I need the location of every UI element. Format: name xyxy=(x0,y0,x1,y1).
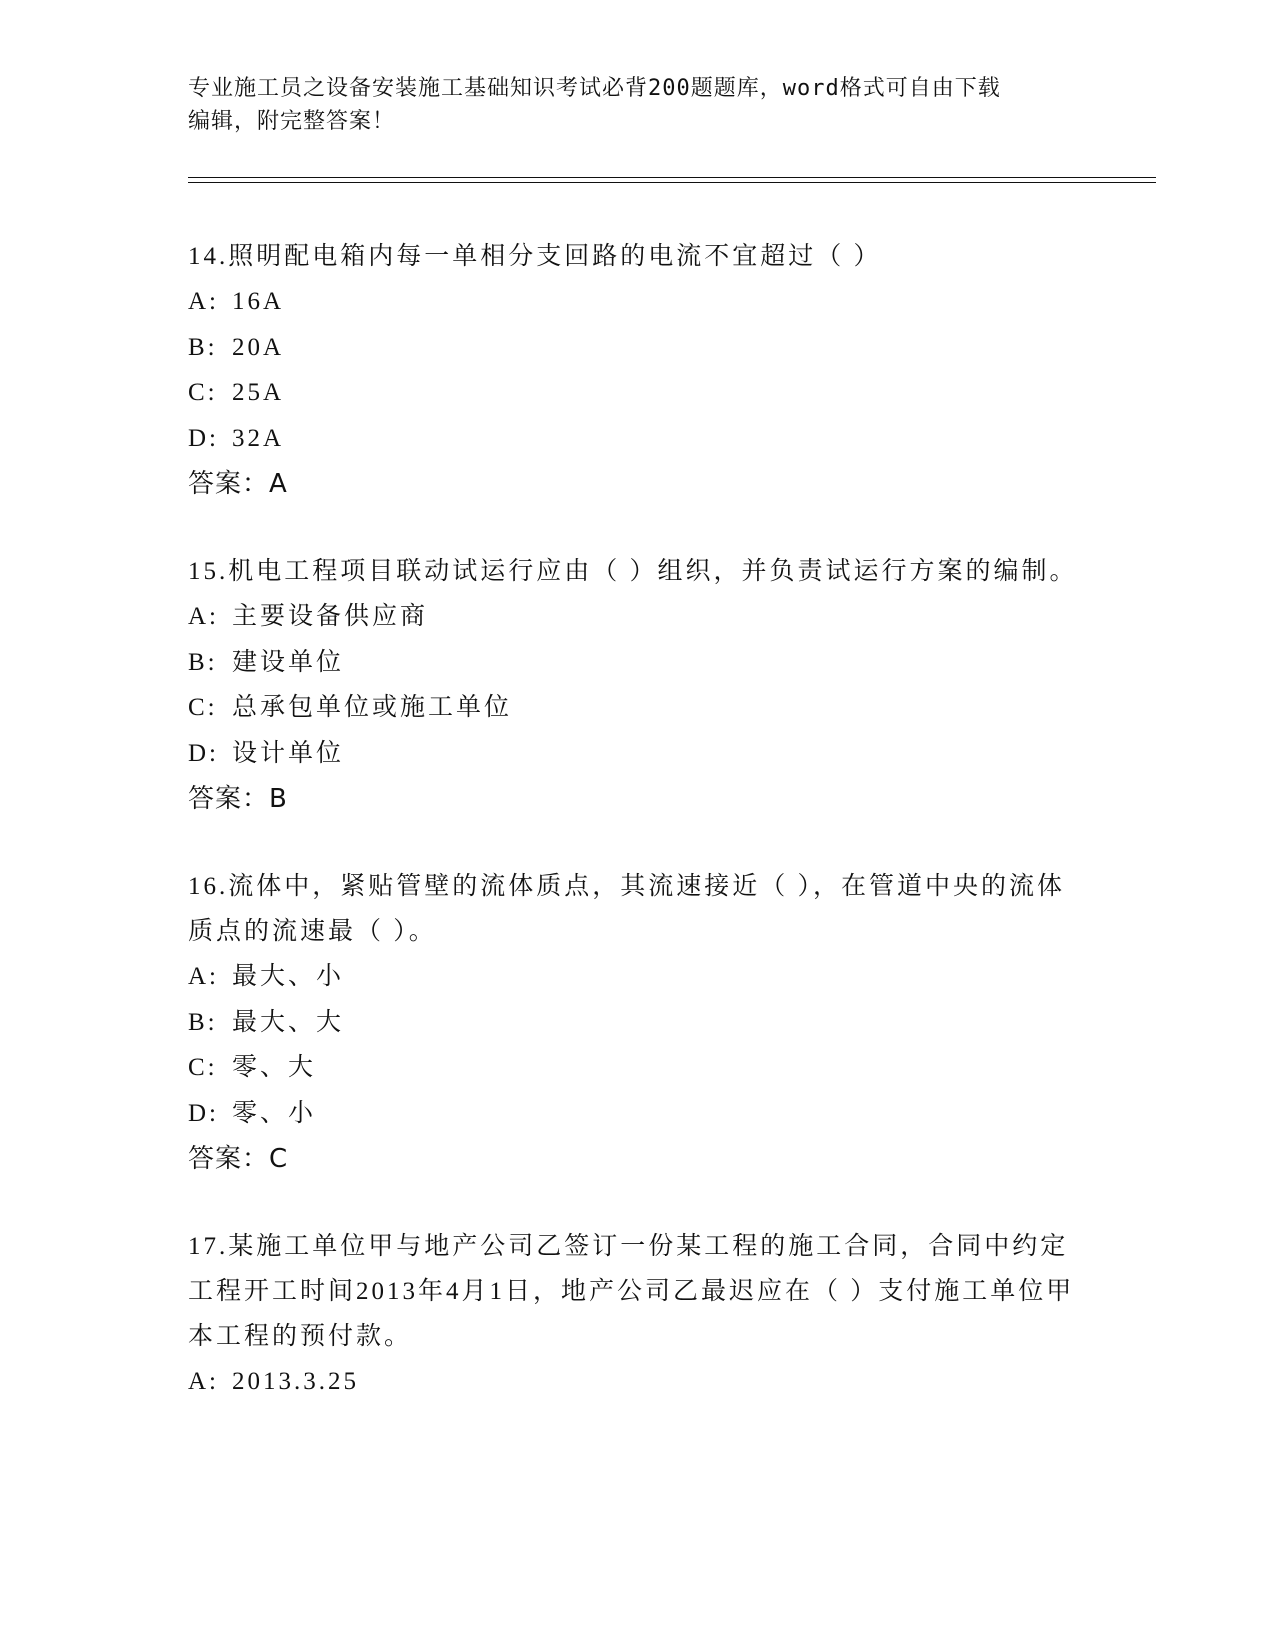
header-title-line1: 专业施工员之设备安装施工基础知识考试必背200题题库，word格式可自由下载 xyxy=(188,76,1001,101)
option-letter: B: xyxy=(188,1008,218,1036)
option-a xyxy=(188,1359,1088,1405)
question-17 xyxy=(188,1224,1088,1405)
header-divider-top xyxy=(188,177,1156,178)
question-text: 16.流体中，紧贴管壁的流体质点，其流速接近（ ），在管道中央的流体质点的流速最（ ）。 xyxy=(188,873,1066,945)
option-text: 16A xyxy=(232,288,285,315)
option-a xyxy=(188,279,1088,325)
option-letter: A: xyxy=(188,1368,219,1395)
header-title-line2: 编辑，附完整答案！ xyxy=(188,109,396,134)
question-text: 17.某施工单位甲与地产公司乙签订一份某工程的施工合同，合同中约定工程开工时间2013年4月1日，地产公司乙最迟应在（ ）支付施工单位甲本工程的预付款。 xyxy=(188,1233,1075,1350)
option-letter: A: xyxy=(188,603,219,630)
answer-line: 答案：B xyxy=(188,784,288,814)
option-text: 最大、小 xyxy=(232,963,345,990)
option-letter: D: xyxy=(188,424,219,452)
option-b xyxy=(188,1000,1088,1046)
option-text: 零、小 xyxy=(232,1099,317,1127)
option-text: 20A xyxy=(232,333,285,361)
option-c xyxy=(188,1045,1088,1091)
option-d xyxy=(188,731,1088,777)
option-a xyxy=(188,954,1088,1000)
option-text: 25A xyxy=(232,379,285,406)
option-letter: B: xyxy=(188,333,218,361)
option-letter: C: xyxy=(188,694,218,721)
option-letter: D: xyxy=(188,739,219,767)
option-text: 2013.3.25 xyxy=(232,1368,359,1395)
option-b xyxy=(188,325,1088,371)
option-letter: C: xyxy=(188,379,218,406)
option-text: 建设单位 xyxy=(232,648,345,676)
option-text: 主要设备供应商 xyxy=(232,603,429,630)
option-text: 最大、大 xyxy=(232,1008,345,1036)
option-letter: C: xyxy=(188,1054,218,1081)
option-d xyxy=(188,416,1088,462)
question-list xyxy=(188,234,1088,1447)
question-text: 15.机电工程项目联动试运行应由（ ）组织，并负责试运行方案的编制。 xyxy=(188,558,1078,585)
question-14 xyxy=(188,234,1088,507)
answer-line: 答案：A xyxy=(188,469,288,499)
header-divider-bottom xyxy=(188,182,1156,183)
option-text: 零、大 xyxy=(232,1054,317,1081)
option-letter: D: xyxy=(188,1099,219,1127)
option-letter: A: xyxy=(188,963,219,990)
option-text: 设计单位 xyxy=(232,739,345,767)
option-letter: B: xyxy=(188,648,218,676)
option-text: 总承包单位或施工单位 xyxy=(232,694,513,721)
option-c xyxy=(188,685,1088,731)
question-text: 14.照明配电箱内每一单相分支回路的电流不宜超过（ ） xyxy=(188,243,882,270)
option-text: 32A xyxy=(232,424,285,452)
answer-line: 答案：C xyxy=(188,1144,289,1174)
document-header xyxy=(188,72,1088,138)
option-d xyxy=(188,1091,1088,1137)
question-15 xyxy=(188,549,1088,822)
option-b xyxy=(188,640,1088,686)
option-c xyxy=(188,370,1088,416)
option-a xyxy=(188,594,1088,640)
question-16 xyxy=(188,864,1088,1182)
option-letter: A: xyxy=(188,288,219,315)
